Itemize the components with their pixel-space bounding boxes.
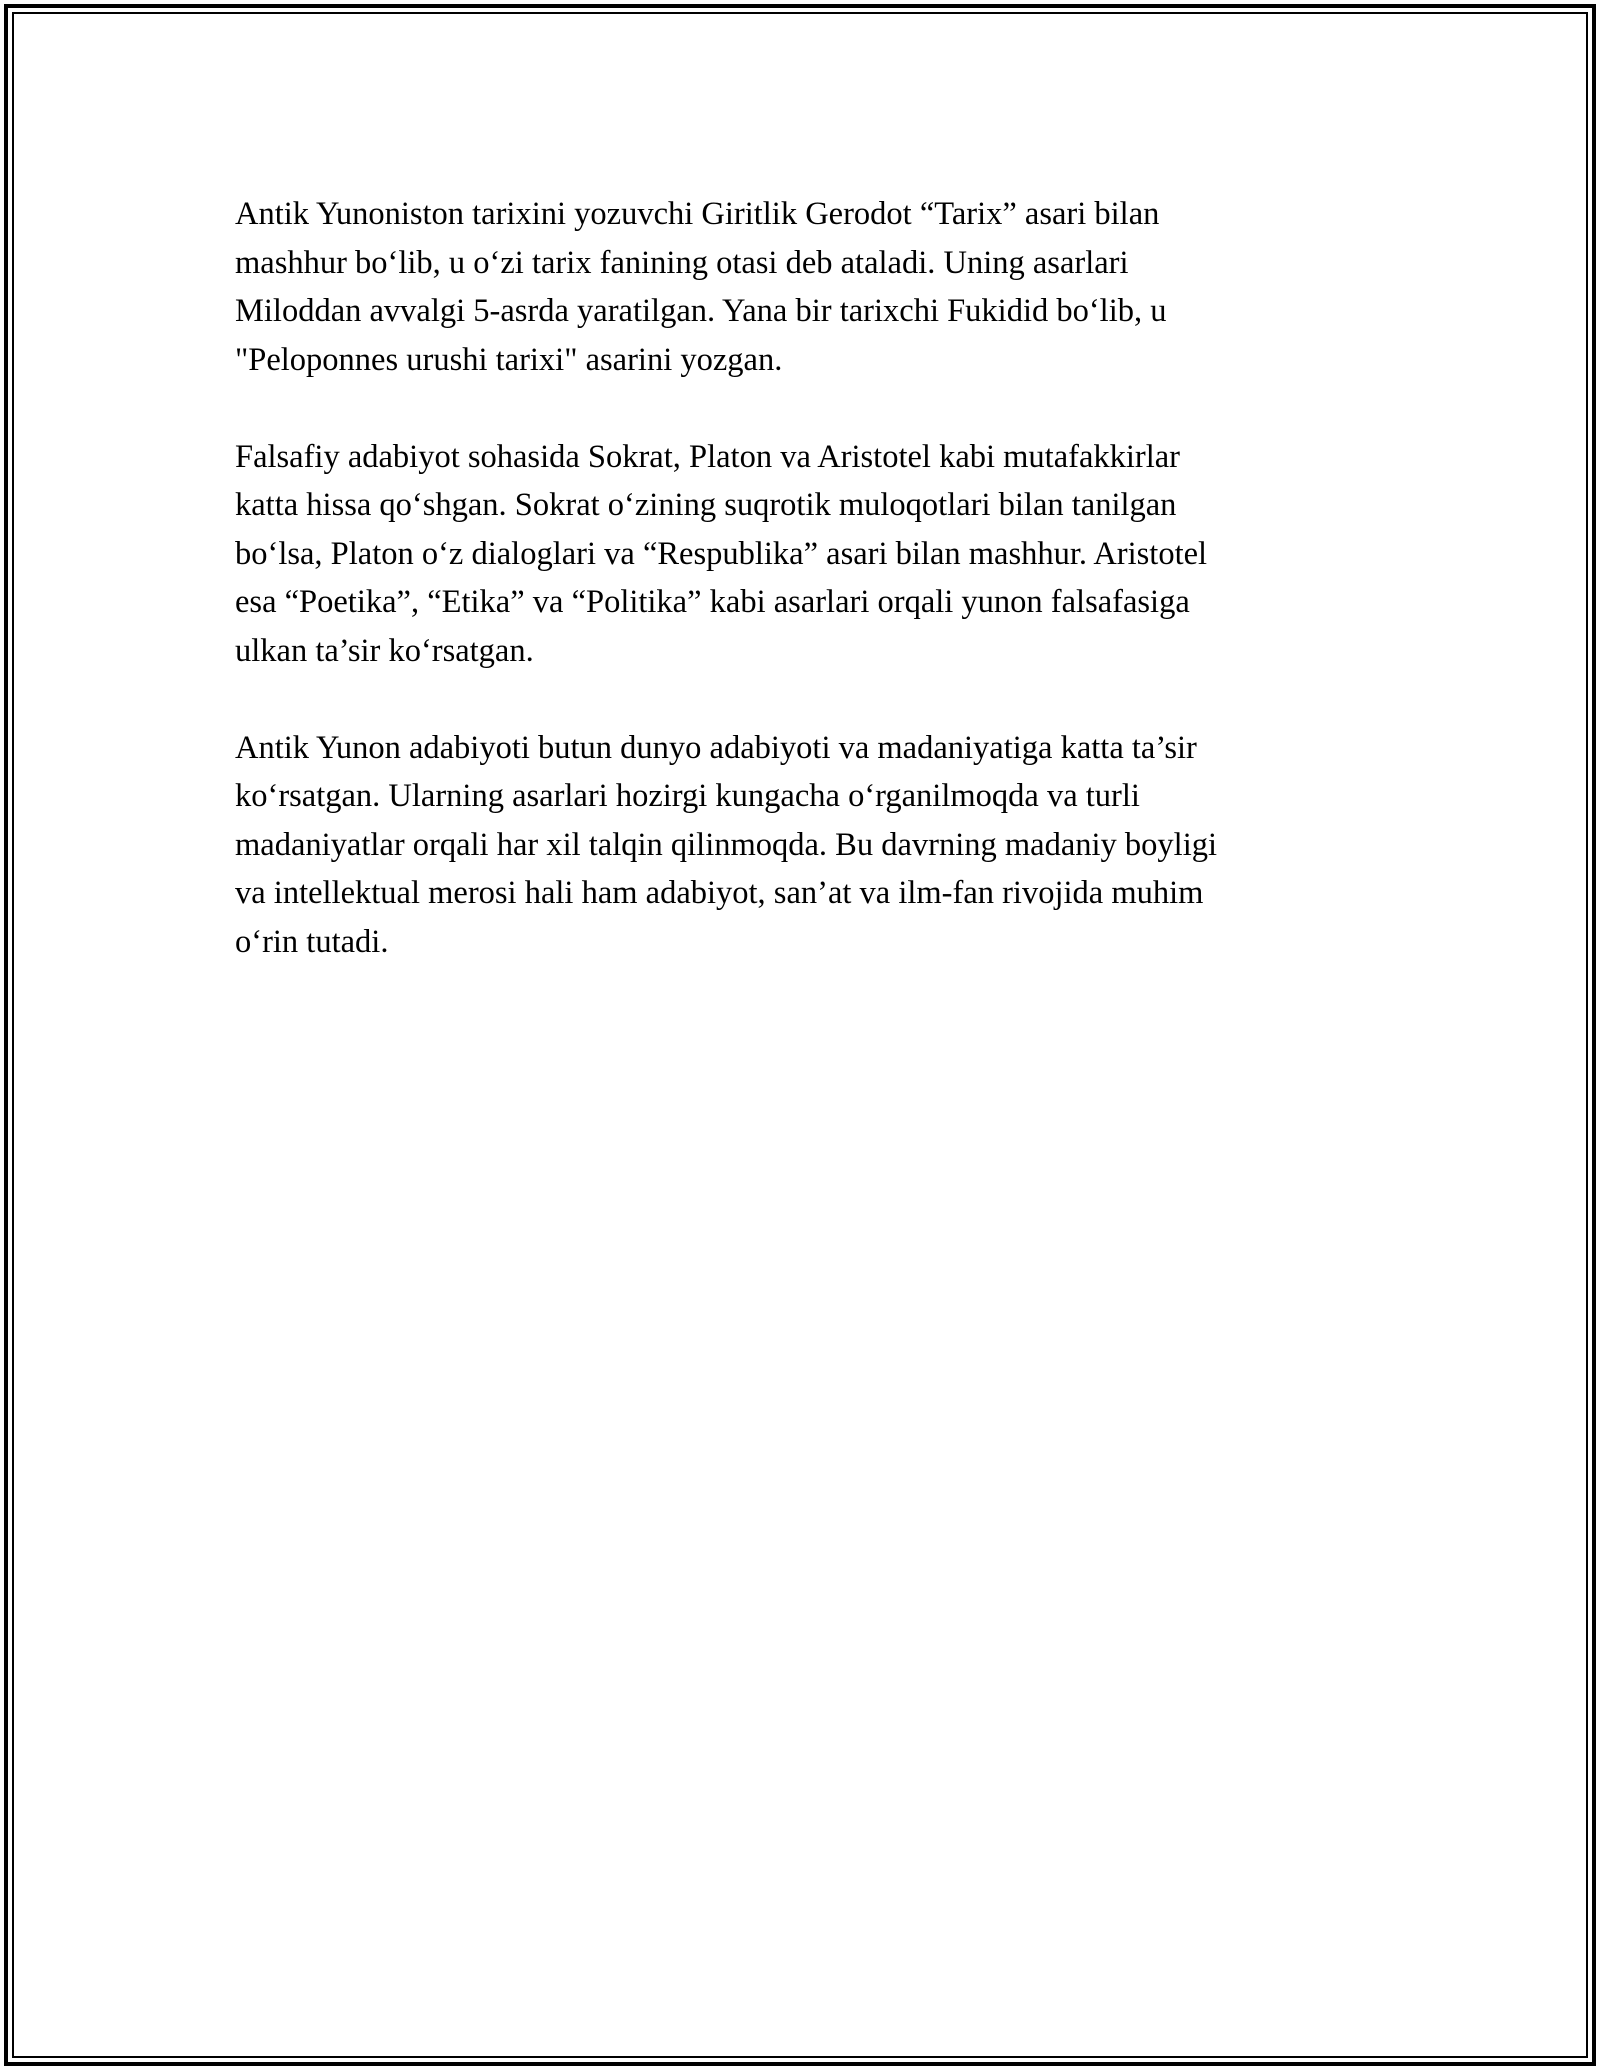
text-line: mashhur bo‘lib, u o‘zi tarix fanining otasi deb ataladi. Uning asarlari <box>235 244 1129 281</box>
text-line: ko‘rsatgan. Ularning asarlari hozirgi kungacha o‘rganilmoqda va turli <box>235 778 1140 814</box>
paragraph-legacy <box>235 724 1375 967</box>
text-line: Antik Yunon adabiyoti butun dunyo adabiyoti va madaniyatiga katta ta’sir <box>235 729 1197 766</box>
paragraph-philosophy <box>235 433 1375 676</box>
text-line: "Peloponnes urushi tarixi" asarini yozgan. <box>235 341 783 378</box>
text-line: va intellektual merosi hali ham adabiyot, san’at va ilm-fan rivojida muhim <box>235 875 1204 911</box>
text-line: o‘rin tutadi. <box>235 923 389 960</box>
text-line: madaniyatlar orqali har xil talqin qilinmoqda. Bu davrning madaniy boyligi <box>235 826 1218 863</box>
text-line: ulkan ta’sir ko‘rsatgan. <box>235 632 534 669</box>
text-line: Miloddan avvalgi 5-asrda yaratilgan. Yana bir tarixchi Fukidid bo‘lib, u <box>235 293 1167 329</box>
text-line: Antik Yunoniston tarixini yozuvchi Giritlik Gerodot “Tarix” asari bilan <box>235 196 1160 232</box>
document-body <box>235 190 1375 1015</box>
text-line: Falsafiy adabiyot sohasida Sokrat, Platon va Aristotel kabi mutafakkirlar <box>235 438 1181 475</box>
text-line: esa “Poetika”, “Etika” va “Politika” kabi asarlari orqali yunon falsafasiga <box>235 584 1190 620</box>
text-line: katta hissa qo‘shgan. Sokrat o‘zining suqrotik muloqotlari bilan tanilgan <box>235 487 1177 523</box>
paragraph-historians <box>235 190 1375 384</box>
text-line: bo‘lsa, Platon o‘z dialoglari va “Respublika” asari bilan mashhur. Aristotel <box>235 535 1208 572</box>
